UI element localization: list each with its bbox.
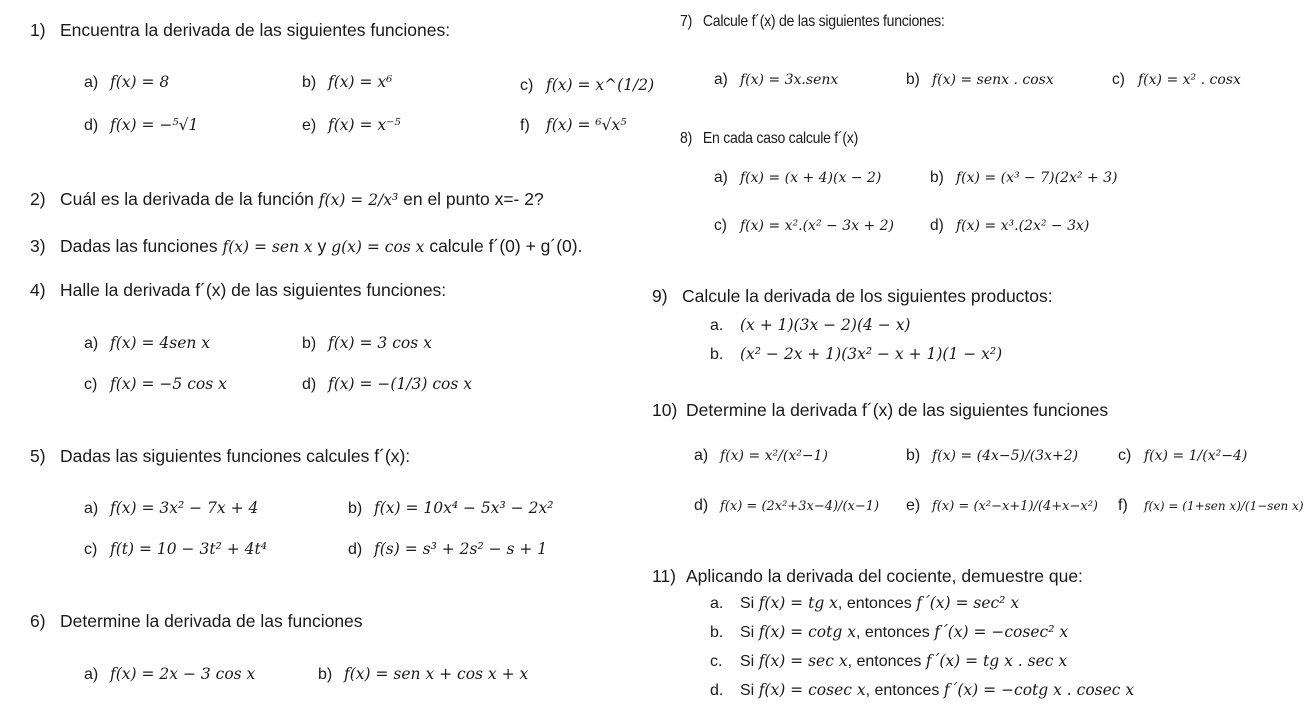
question-text-mid: y — [317, 236, 327, 256]
math-expression: g(x) = cos x — [331, 238, 425, 256]
item-label: b) — [906, 71, 920, 88]
math-expression: f(x) = ⁶√x⁵ — [546, 116, 627, 134]
item-label: e) — [906, 497, 921, 514]
item-label: c) — [84, 376, 98, 393]
entonces-text: , entonces — [865, 682, 940, 699]
math-expression: f(x) = (2x²+3x−4)/(x−1) — [720, 499, 880, 514]
q5-item-a — [84, 499, 258, 518]
question-text: Calcule la derivada de los siguientes productos: — [682, 286, 1053, 306]
q8-item-d — [930, 217, 1089, 235]
question-number: 7) — [680, 13, 693, 30]
question-number: 11) — [652, 566, 676, 586]
item-label: c) — [1118, 447, 1132, 464]
item-label: a. — [710, 595, 724, 612]
math-expression: f(x) = x²/(x²−1) — [720, 448, 828, 464]
question-text: Determine la derivada f´(x) de las siguientes funciones — [686, 400, 1109, 420]
math-expression: f(s) = s³ + 2s² − s + 1 — [374, 540, 548, 558]
item-label: d) — [84, 117, 99, 134]
question-8-title — [680, 130, 858, 148]
q6-item-b — [318, 665, 528, 684]
question-text: Encuentra la derivada de las siguientes funciones: — [60, 20, 451, 40]
q7-item-a — [714, 71, 838, 89]
question-text-end: en el punto x=- 2? — [403, 189, 544, 209]
math-expression: (x² − 2x + 1)(3x² − x + 1)(1 − x²) — [740, 345, 1003, 363]
q1-item-f — [520, 116, 626, 135]
math-expression: f(x) = (x + 4)(x − 2) — [740, 170, 882, 186]
math-result: f´(x) = −cotg x . cosec x — [943, 681, 1135, 699]
q10-item-b — [906, 447, 1078, 465]
math-expression: f(x) = (1+sen x)/(1−sen x) — [1144, 499, 1304, 513]
q6-item-a — [84, 665, 255, 684]
q11-item-b — [710, 623, 1068, 642]
q4-item-d — [302, 375, 472, 394]
q11-item-c — [710, 652, 1067, 671]
math-expression: f(x) = 3x.senx — [740, 72, 839, 88]
q8-item-b — [930, 169, 1117, 187]
entonces-text: , entonces — [847, 653, 922, 670]
question-2 — [30, 189, 544, 210]
si-text: Si — [740, 595, 755, 612]
item-label: a) — [694, 447, 709, 464]
item-label: a) — [84, 666, 99, 683]
math-expression: f(x) = x⁶ — [328, 73, 393, 91]
question-text: En cada caso calcule f´(x) — [702, 130, 859, 147]
q10-item-f — [1118, 497, 1304, 515]
item-label: b. — [710, 346, 724, 363]
item-label: d) — [302, 376, 317, 393]
math-expression: f(x) = sec x — [758, 652, 848, 670]
q9-item-b — [710, 345, 1002, 364]
math-expression: f(x) = 1/(x²−4) — [1144, 448, 1248, 464]
item-label: d. — [710, 682, 724, 699]
question-number: 9) — [652, 286, 668, 306]
q8-item-c — [714, 217, 894, 235]
q1-item-b — [302, 73, 392, 92]
math-expression: f(x) = x⁻⁵ — [328, 116, 401, 134]
math-expression: f(x) = senx . cosx — [932, 72, 1054, 88]
si-text: Si — [740, 682, 755, 699]
item-label: a) — [714, 169, 728, 186]
math-expression: f(x) = −⁵√1 — [110, 116, 199, 134]
question-number: 10) — [652, 400, 678, 420]
q1-item-c — [520, 76, 654, 95]
q5-item-b — [348, 499, 553, 518]
question-number: 6) — [30, 611, 46, 631]
question-number: 4) — [30, 280, 46, 300]
math-expression: f(x) = x² . cosx — [1138, 72, 1241, 88]
question-number: 5) — [30, 446, 46, 466]
item-label: f) — [520, 117, 530, 134]
q4-item-a — [84, 334, 210, 353]
item-label: c) — [1112, 71, 1125, 88]
item-label: b) — [302, 335, 317, 352]
question-text: Calcule f´(x) de las siguientes funciones: — [702, 13, 945, 30]
item-label: b) — [348, 500, 363, 517]
q10-item-a — [694, 447, 828, 465]
math-expression: f(x) = 2x − 3 cos x — [110, 665, 256, 683]
math-expression: f(x) = x^(1/2) — [546, 76, 655, 94]
math-expression: f(x) = 8 — [110, 73, 170, 91]
math-expression: f(x) = (x³ − 7)(2x² + 3) — [956, 170, 1118, 186]
question-4-title — [30, 280, 446, 301]
item-label: f) — [1118, 497, 1128, 514]
question-text: Dadas las funciones — [60, 236, 218, 256]
question-text: Halle la derivada f´(x) de las siguientes funciones: — [60, 280, 447, 300]
math-expression: f(x) = 10x⁴ − 5x³ − 2x² — [374, 499, 554, 517]
q5-item-c — [84, 540, 267, 559]
question-10-title — [652, 400, 1108, 421]
math-result: f´(x) = tg x . sec x — [925, 652, 1068, 670]
item-label: c) — [520, 77, 534, 94]
q11-item-a — [710, 594, 1019, 613]
question-text-end: calcule f´(0) + g´(0). — [429, 236, 583, 256]
entonces-text: , entonces — [837, 595, 912, 612]
q9-item-a — [710, 316, 910, 335]
question-11-title — [652, 566, 1083, 587]
math-expression: f(x) = 3x² − 7x + 4 — [110, 499, 259, 517]
question-1-title — [30, 20, 450, 41]
math-expression: f(x) = tg x — [758, 594, 838, 612]
q11-item-d — [710, 681, 1134, 700]
q7-item-b — [906, 71, 1054, 89]
question-number: 3) — [30, 236, 46, 256]
math-expression: f(x) = 3 cos x — [328, 334, 432, 352]
item-label: b) — [318, 666, 333, 683]
item-label: b) — [930, 169, 944, 186]
question-text: Aplicando la derivada del cociente, demuestre que: — [686, 566, 1083, 586]
item-label: e) — [302, 117, 317, 134]
question-7-title — [680, 13, 945, 31]
math-expression: f(x) = −(1/3) cos x — [328, 375, 473, 393]
math-expression: f(x) = 2/x³ — [318, 191, 399, 209]
math-expression: f(x) = cosec x — [758, 681, 866, 699]
math-expression: f(x) = x³.(2x² − 3x) — [956, 218, 1090, 234]
question-text: Determine la derivada de las funciones — [60, 611, 363, 631]
item-label: c. — [710, 653, 723, 670]
q5-item-d — [348, 540, 547, 559]
q8-item-a — [714, 169, 881, 187]
math-expression: f(x) = (x²−x+1)/(4+x−x²) — [932, 499, 1098, 514]
math-expression: f(x) = sen x — [222, 238, 313, 256]
item-label: a) — [714, 71, 728, 88]
q10-item-d — [694, 497, 879, 515]
item-label: c) — [714, 217, 727, 234]
q1-item-e — [302, 116, 401, 135]
q4-item-c — [84, 375, 227, 394]
si-text: Si — [740, 653, 755, 670]
q7-item-c — [1112, 71, 1241, 89]
q10-item-e — [906, 497, 1098, 515]
question-number: 2) — [30, 189, 46, 209]
q10-item-c — [1118, 447, 1247, 465]
question-text: Cuál es la derivada de la función — [60, 189, 314, 209]
question-6-title — [30, 611, 363, 632]
math-expression: f(x) = −5 cos x — [110, 375, 227, 393]
item-label: b. — [710, 624, 724, 641]
item-label: a. — [710, 317, 724, 334]
math-expression: f(x) = x².(x² − 3x + 2) — [740, 218, 894, 234]
math-expression: f(x) = 4sen x — [110, 334, 211, 352]
math-expression: f(x) = sen x + cos x + x — [344, 665, 529, 683]
q4-item-b — [302, 334, 432, 353]
math-expression: f(x) = cotg x — [758, 623, 856, 641]
math-expression: (x + 1)(3x − 2)(4 − x) — [740, 316, 911, 334]
item-label: c) — [84, 541, 98, 558]
q1-item-d — [84, 116, 198, 135]
item-label: a) — [84, 74, 99, 91]
question-number: 8) — [680, 130, 693, 147]
item-label: a) — [84, 335, 99, 352]
q1-item-a — [84, 73, 169, 92]
item-label: b) — [302, 74, 317, 91]
item-label: d) — [348, 541, 363, 558]
question-5-title — [30, 446, 410, 467]
item-label: d) — [930, 217, 944, 234]
math-expression: f(t) = 10 − 3t² + 4t⁴ — [110, 540, 267, 558]
entonces-text: , entonces — [855, 624, 930, 641]
item-label: b) — [906, 447, 921, 464]
question-3 — [30, 236, 582, 257]
math-expression: f(x) = (4x−5)/(3x+2) — [932, 448, 1079, 464]
math-result: f´(x) = sec² x — [916, 594, 1020, 612]
si-text: Si — [740, 624, 755, 641]
math-result: f´(x) = −cosec² x — [934, 623, 1069, 641]
question-text: Dadas las siguientes funciones calcules f´(x): — [60, 446, 411, 466]
item-label: d) — [694, 497, 709, 514]
item-label: a) — [84, 500, 99, 517]
question-number: 1) — [30, 20, 46, 40]
question-9-title — [652, 286, 1053, 307]
